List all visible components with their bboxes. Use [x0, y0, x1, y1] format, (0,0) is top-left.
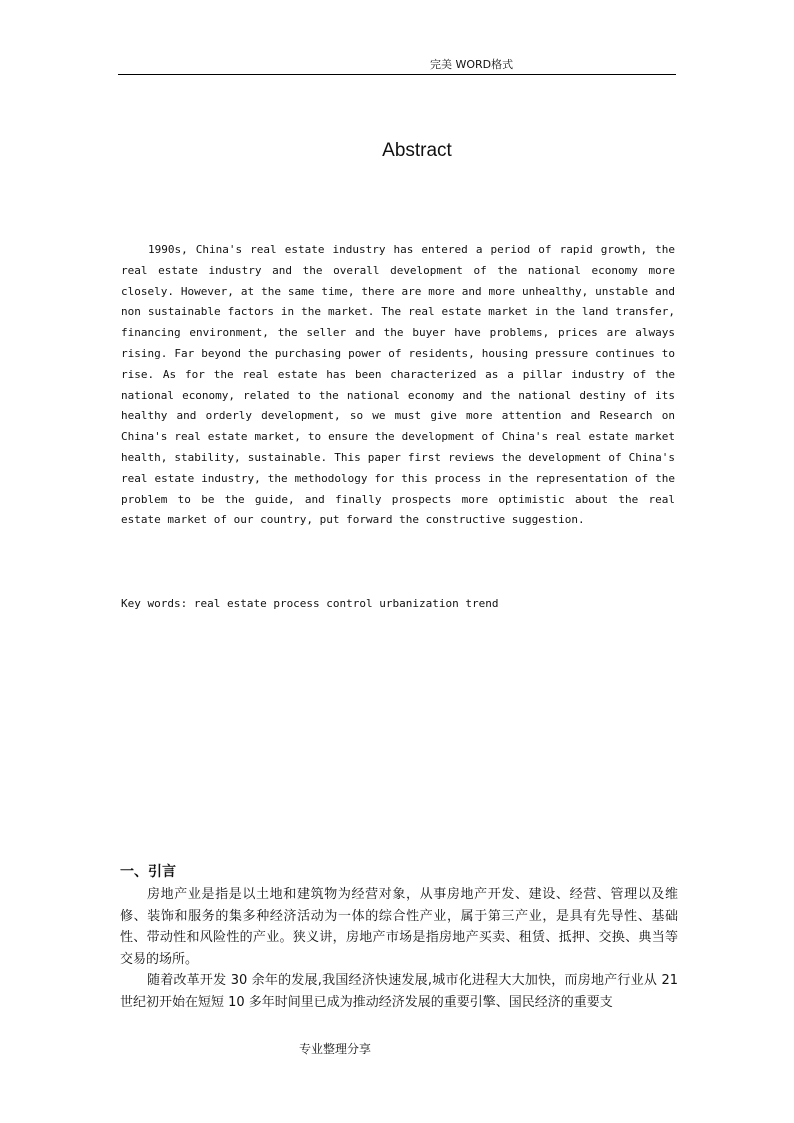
keywords-line: Key words: real estate process control urbanization trend: [121, 597, 499, 610]
page-footer: 专业整理分享: [299, 1042, 372, 1056]
section-heading-introduction: 一、引言: [120, 864, 176, 880]
header-text: 完美 WORD格式: [430, 58, 514, 71]
abstract-body: 1990s, China's real estate industry has entered a period of rapid growth, the real estate industry and the overall development of the national economy more closely. However, at the same time, there are more and more unhealthy, unstable and non sustainable factors in the market. The real estate market in the land transfer, financing environment, the seller and the buyer have problems, prices are always rising. Far beyond the purchasing power of residents, housing pressure continues to rise. As for the real estate has been characterized as a pillar industry of the national economy, related to the national economy and the national destiny of its healthy and orderly development, so we must give more attention and Research on China's real estate market, to ensure the development of China's real estate market health, stability, sustainable. This paper first reviews the development of China's real estate industry, the methodology for this process in the representation of the problem to be the guide, and finally prospects more optimistic about the real estate market of our country, put forward the constructive suggestion.: [121, 243, 675, 527]
intro-paragraph-2: 随着改革开发 30 余年的发展,我国经济快速发展,城市化进程大大加快，而房地产行业从 21 世纪初开始在短短 10 多年时间里已成为推动经济发展的重要引擎、国民经济的重要支: [120, 973, 678, 1010]
page-header: [118, 56, 676, 75]
abstract-title: Abstract: [382, 140, 452, 161]
intro-paragraph-1: 房地产业是指是以土地和建筑物为经营对象，从事房地产开发、建设、经营、管理以及维修、装饰和服务的集多种经济活动为一体的综合性产业，属于第三产业，是具有先导性、基础性、带动性和风险性的产业。狭义讲，房地产市场是指房地产买卖、租赁、抵押、交换、典当等交易的场所。: [120, 887, 678, 967]
